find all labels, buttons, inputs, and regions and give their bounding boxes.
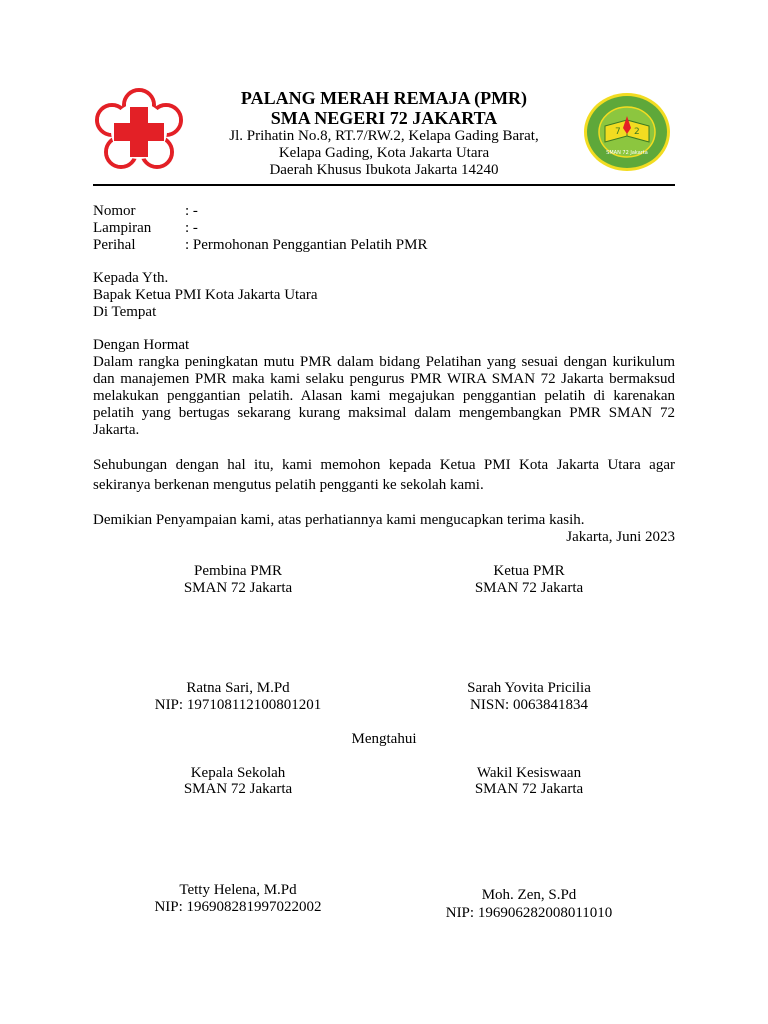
school-logo-text: SMAN 72 Jakarta xyxy=(606,150,648,156)
pmr-logo xyxy=(92,86,186,174)
org-name: PALANG MERAH REMAJA (PMR) xyxy=(240,88,528,108)
wakil-id: NIP: 196906282008011010 xyxy=(445,905,613,921)
kepsek-unit: SMAN 72 Jakarta xyxy=(183,781,293,797)
svg-text:7: 7 xyxy=(615,127,621,137)
pembina-name: Ratna Sari, M.Pd xyxy=(186,680,290,696)
kepsek-id: NIP: 196908281997022002 xyxy=(154,899,322,915)
perihal-label: Perihal xyxy=(93,237,136,253)
nomor-value: : - xyxy=(185,203,198,219)
address-line-1: Jl. Prihatin No.8, RT.7/RW.2, Kelapa Gading Barat, xyxy=(229,128,539,144)
kepsek-name: Tetty Helena, M.Pd xyxy=(179,882,297,898)
greeting: Dengan Hormat xyxy=(93,337,190,353)
kepsek-title: Kepala Sekolah xyxy=(190,765,286,781)
school-logo xyxy=(583,92,671,172)
recipient-line-1: Kepada Yth. xyxy=(93,270,169,286)
ketua-unit: SMAN 72 Jakarta xyxy=(474,580,584,596)
closing-line: Demikian Penyampaian kami, atas perhatiannya kami mengucapkan terima kasih. xyxy=(93,512,585,528)
ketua-title: Ketua PMR xyxy=(493,563,565,579)
pembina-title: Pembina PMR xyxy=(194,563,282,579)
letter-date: Jakarta, Juni 2023 xyxy=(566,529,675,545)
pembina-id: NIP: 197108112100801201 xyxy=(154,697,322,713)
ketua-id: NISN: 0063841834 xyxy=(470,697,588,713)
wakil-title: Wakil Kesiswaan xyxy=(476,765,582,781)
recipient-line-2: Bapak Ketua PMI Kota Jakarta Utara xyxy=(93,287,318,303)
wakil-name: Moh. Zen, S.Pd xyxy=(481,887,577,903)
wakil-unit: SMAN 72 Jakarta xyxy=(474,781,584,797)
paragraph-2: Sehubungan dengan hal itu, kami memohon kepada Ketua PMI Kota Jakarta Utara agar sekiranya berkenan mengutus pelatih pengganti ke sekolah kami. xyxy=(93,457,675,493)
address-line-2: Kelapa Gading, Kota Jakarta Utara xyxy=(278,145,490,161)
pembina-unit: SMAN 72 Jakarta xyxy=(183,580,293,596)
lampiran-label: Lampiran xyxy=(93,220,152,236)
paragraph-1: Dalam rangka peningkatan mutu PMR dalam bidang Pelatihan yang sesuai dengan kurikulum dan manajemen PMR maka kami selaku pengurus PMR WIRA SMAN 72 Jakarta bermaksud melakukan penggantian pelatih. Alasan kami megajukan penggantian pelatih di karenakan pelatih yang bertugas sekarang kurang maksimal dalam mengembangkan PMR SMAN 72 Jakarta. xyxy=(93,354,675,438)
nomor-label: Nomor xyxy=(93,203,136,219)
acknowledged-label: Mengtahui xyxy=(351,731,417,747)
ketua-name: Sarah Yovita Pricilia xyxy=(467,680,591,696)
lampiran-value: : - xyxy=(185,220,198,236)
svg-text:2: 2 xyxy=(634,127,640,137)
perihal-value: : Permohonan Penggantian Pelatih PMR xyxy=(185,237,428,253)
address-line-3: Daerah Khusus Ibukota Jakarta 14240 xyxy=(269,162,499,178)
header-rule xyxy=(93,184,675,186)
school-name: SMA NEGERI 72 JAKARTA xyxy=(270,108,498,128)
recipient-line-3: Di Tempat xyxy=(93,304,157,320)
